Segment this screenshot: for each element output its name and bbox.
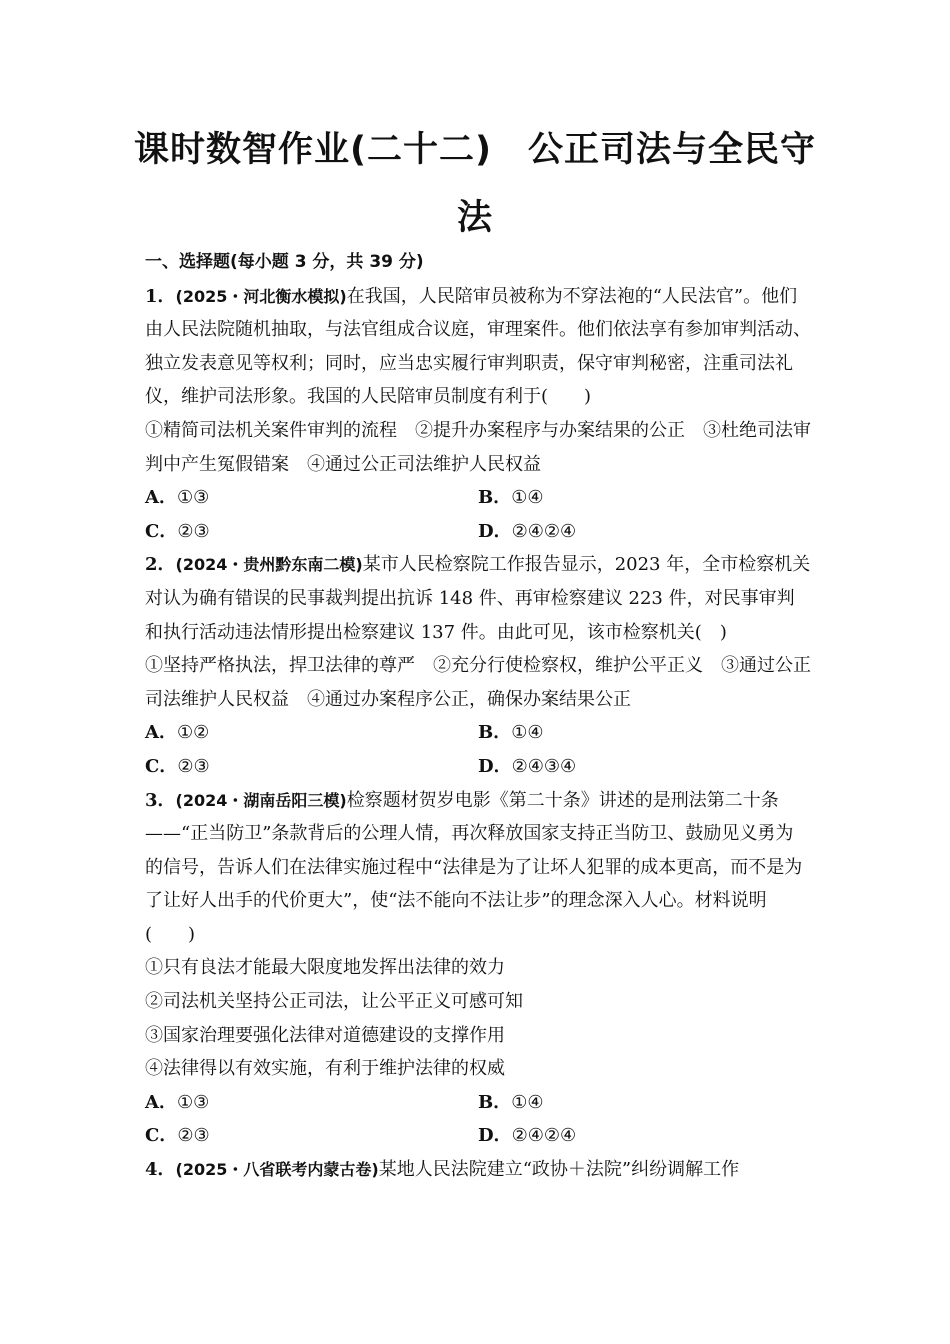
question-number: 1． bbox=[145, 285, 176, 307]
option-d[interactable]: D．②④②④ bbox=[478, 1125, 577, 1147]
question-1-stem bbox=[145, 280, 811, 414]
question-2-statements: ①坚持严格执法，捍卫法律的尊严 ②充分行使检察权，维护公平正义 ③通过公正司法维护人民权益 ④通过办案程序公正，确保办案结果公正 bbox=[145, 655, 811, 710]
option-a[interactable]: A．①② bbox=[145, 722, 210, 744]
question-text: 检察题材贺岁电影《第二十条》讲述的是刑法第二十条——“正当防卫”条款背后的公理人情，再次释放国家支持正当防卫、鼓励见义勇为的信号，告诉人们在法律实施过程中“法律是为了让坏人犯罪的成本更高，而不是为了让好人出手的代价更大”，使“法不能向不法让步”的理念深入人心。材料说明( ) bbox=[145, 789, 803, 945]
question-1-options-row1 bbox=[145, 481, 811, 515]
page-title-continued: 法 bbox=[456, 198, 493, 238]
option-c[interactable]: C．②③ bbox=[145, 1125, 210, 1147]
question-number: 3． bbox=[145, 789, 176, 811]
option-c[interactable]: C．②③ bbox=[145, 755, 210, 777]
document-body bbox=[145, 246, 811, 1187]
option-a[interactable]: A．①③ bbox=[145, 487, 210, 509]
question-2-stem bbox=[145, 548, 811, 649]
question-4-stem bbox=[145, 1153, 811, 1187]
question-3-options-row2 bbox=[145, 1119, 811, 1153]
question-3-options-row1 bbox=[145, 1086, 811, 1120]
question-3-statement-4: ④法律得以有效实施，有利于维护法律的权威 bbox=[145, 1058, 505, 1080]
question-1-options-row2 bbox=[145, 515, 811, 549]
option-c[interactable]: C．②③ bbox=[145, 520, 210, 542]
question-text: 某地人民法院建立“政协＋法院”纠纷调解工作 bbox=[378, 1159, 740, 1181]
option-d[interactable]: D．②④②④ bbox=[478, 520, 577, 542]
question-2-options-row1 bbox=[145, 716, 811, 750]
section-header: 一、选择题(每小题 3 分，共 39 分) bbox=[145, 252, 424, 272]
question-text: 某市人民检察院工作报告显示，2023 年，全市检察机关对认为确有错误的民事裁判提出抗诉 148 件、再审检察建议 223 件，对民事审判和执行活动违法情形提出检察建议 137 件。由此可见，该市检察机关( ) bbox=[145, 554, 811, 643]
question-source: (2025・河北衡水模拟) bbox=[175, 286, 347, 306]
question-number: 4． bbox=[145, 1159, 176, 1181]
page-title: 课时数智作业(二十二) 公正司法与全民守 bbox=[134, 130, 816, 170]
option-b[interactable]: B．①④ bbox=[478, 1091, 544, 1113]
option-a[interactable]: A．①③ bbox=[145, 1091, 210, 1113]
question-source: (2025・八省联考内蒙古卷) bbox=[175, 1160, 379, 1180]
question-number: 2． bbox=[145, 554, 176, 576]
question-2-options-row2 bbox=[145, 750, 811, 784]
question-3-statement-2: ②司法机关坚持公正司法，让公平正义可感可知 bbox=[145, 991, 523, 1013]
question-source: (2024・湖南岳阳三模) bbox=[175, 790, 347, 810]
option-b[interactable]: B．①④ bbox=[478, 487, 544, 509]
question-3-statement-3: ③国家治理要强化法律对道德建设的支撑作用 bbox=[145, 1024, 505, 1046]
question-source: (2024・贵州黔东南二模) bbox=[175, 555, 363, 575]
question-text: 在我国，人民陪审员被称为不穿法袍的“人民法官”。他们由人民法院随机抽取，与法官组成合议庭，审理案件。他们依法享有参加审判活动、独立发表意见等权利；同时，应当忠实履行审判职责，保守审判秘密，注重司法礼仪，维护司法形象。我国的人民陪审员制度有利于( ) bbox=[145, 285, 811, 408]
option-d[interactable]: D．②④③④ bbox=[478, 755, 577, 777]
question-1-statements: ①精简司法机关案件审判的流程 ②提升办案程序与办案结果的公正 ③杜绝司法审判中产生冤假错案 ④通过公正司法维护人民权益 bbox=[145, 419, 811, 475]
question-3-stem bbox=[145, 784, 811, 952]
question-3-statement-1: ①只有良法才能最大限度地发挥出法律的效力 bbox=[145, 957, 505, 979]
option-b[interactable]: B．①④ bbox=[478, 722, 544, 744]
